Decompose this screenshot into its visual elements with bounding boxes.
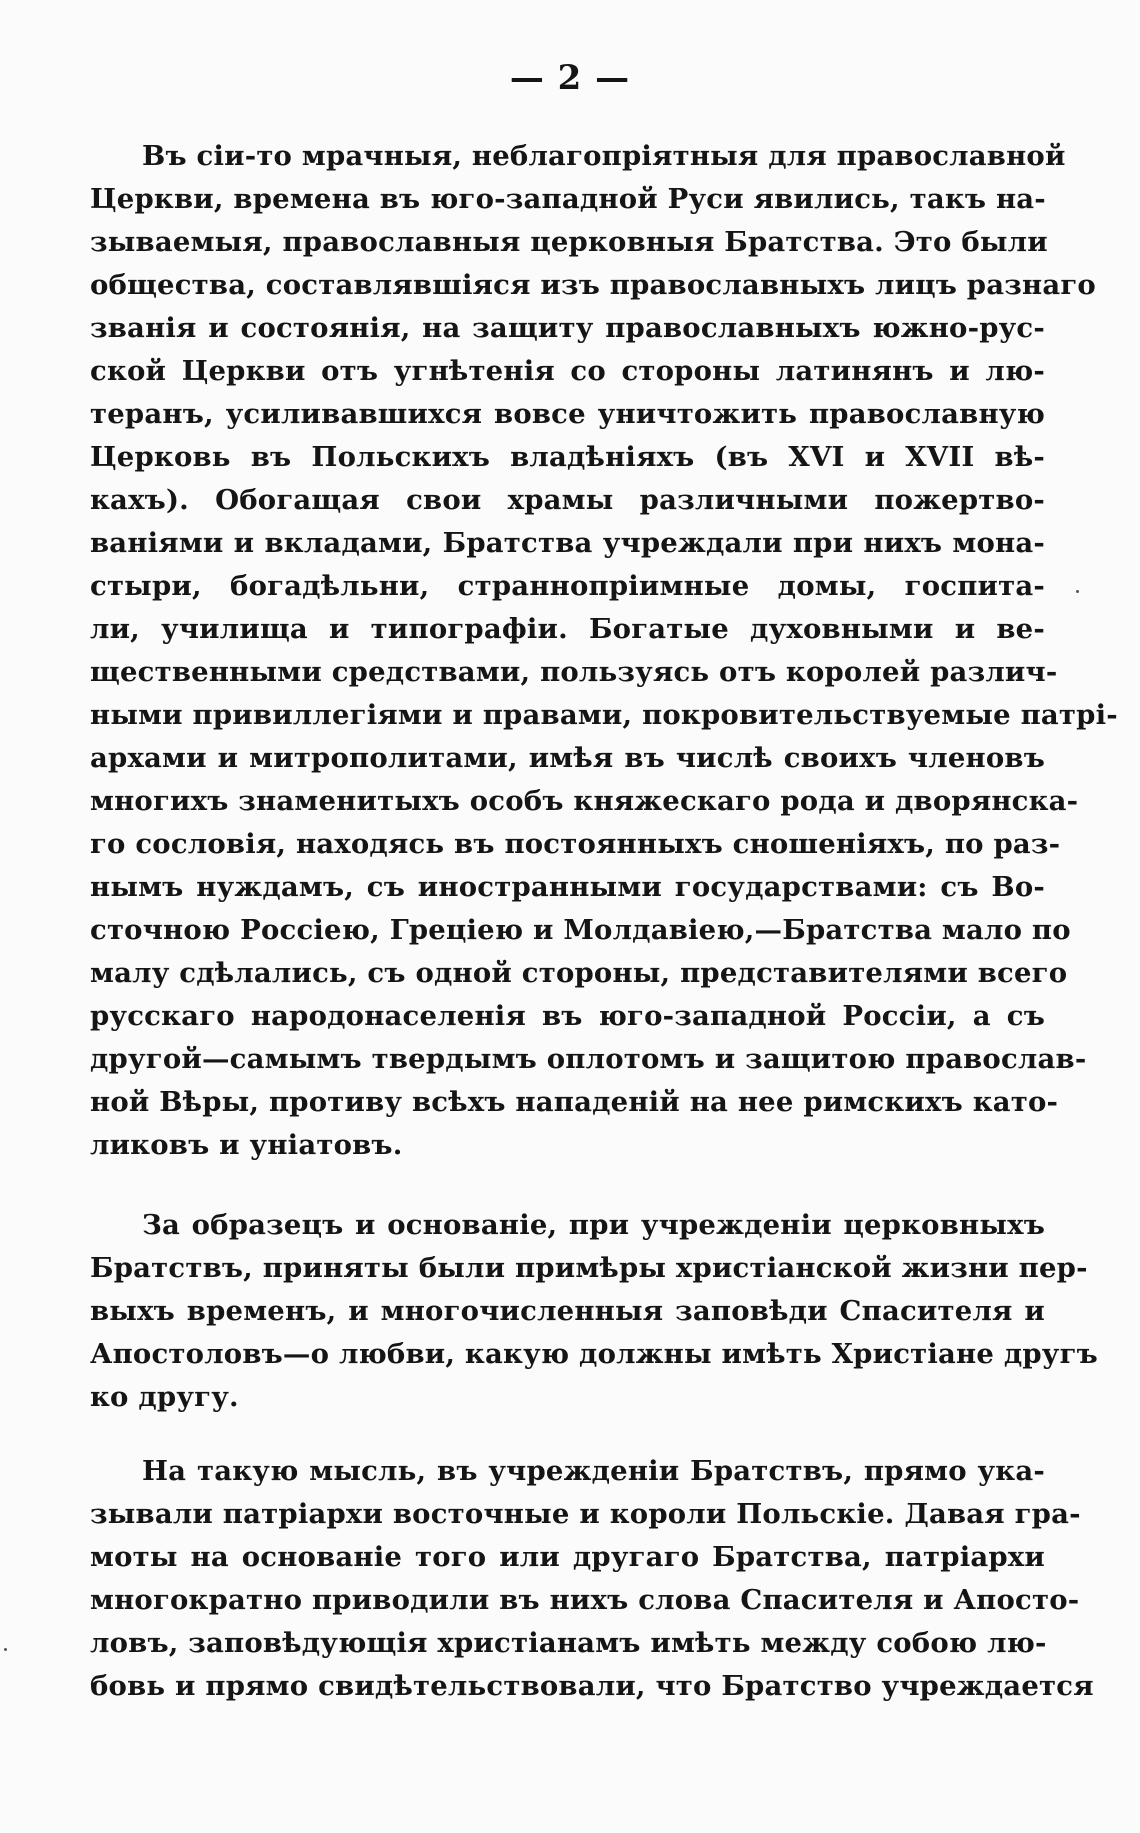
scan-speck bbox=[1076, 590, 1079, 593]
text-line: моты на основаніе того или другаго Братства, патріархи bbox=[90, 1541, 1045, 1573]
text-line: Апостоловъ—о любви, какую должны имѣть Христіане другъ bbox=[90, 1338, 1098, 1370]
text-line: нымъ нуждамъ, съ иностранными государствами: съ Во- bbox=[90, 871, 1045, 903]
text-line: Церкви, времена въ юго-западной Руси явились, такъ на- bbox=[90, 183, 1046, 215]
text-line: теранъ, усиливавшихся вовсе уничтожить православную bbox=[90, 398, 1045, 430]
page-number: — 2 — bbox=[509, 58, 631, 98]
paragraph-1 bbox=[90, 135, 1118, 1167]
text-line: многихъ знаменитыхъ особъ княжескаго рода и дворянска- bbox=[90, 785, 1079, 817]
text-line: За образецъ и основаніе, при учрежденіи церковныхъ bbox=[142, 1209, 1045, 1241]
text-line: ликовъ и уніатовъ. bbox=[90, 1129, 403, 1161]
text-line: го сословія, находясь въ постоянныхъ сношеніяхъ, по раз- bbox=[90, 828, 1061, 860]
text-line: сточною Россіею, Грецiею и Молдавіею,—Братства мало по bbox=[90, 914, 1071, 946]
text-line: ко другу. bbox=[90, 1381, 239, 1413]
text-line: ли, училища и типографіи. Богатые духовными и ве- bbox=[90, 613, 1045, 645]
text-line: ной Вѣры, противу всѣхъ нападеній на нее римскихъ като- bbox=[90, 1086, 1059, 1118]
text-line: На такую мысль, въ учрежденіи Братствъ, прямо ука- bbox=[142, 1455, 1045, 1487]
paragraph-3 bbox=[90, 1450, 1094, 1708]
text-line: ловъ, заповѣдующія христіанамъ имѣть между собою лю- bbox=[90, 1627, 1047, 1659]
text-line: стыри, богадѣльни, страннопріимные домы, госпита- bbox=[90, 570, 1045, 602]
text-line: малу сдѣлались, съ одной стороны, представителями всего bbox=[90, 957, 1068, 989]
text-line: ваніями и вкладами, Братства учреждали при нихъ мона- bbox=[90, 527, 1045, 559]
text-line: Братствъ, приняты были примѣры христіанской жизни пер- bbox=[90, 1252, 1088, 1284]
text-line: зывали патріархи восточные и короли Польскіе. Давая гра- bbox=[90, 1498, 1081, 1530]
text-line: архами и митрополитами, имѣя въ числѣ своихъ членовъ bbox=[90, 742, 1045, 774]
text-line: кахъ). Обогащая свои храмы различными пожертво- bbox=[90, 484, 1045, 516]
text-line: бовь и прямо свидѣтельствовали, что Братство учреждается bbox=[90, 1670, 1094, 1702]
text-line: званія и состоянія, на защиту православныхъ южно-рус- bbox=[90, 312, 1045, 344]
text-line: Въ сіи-то мрачныя, неблагопріятныя для православной bbox=[142, 140, 1066, 172]
text-line: многократно приводили въ нихъ слова Спасителя и Апосто- bbox=[90, 1584, 1080, 1616]
text-line: выхъ временъ, и многочисленныя заповѣди Спасителя и bbox=[90, 1295, 1045, 1327]
text-line: другой—самымъ твердымъ оплотомъ и защитою православ- bbox=[90, 1043, 1087, 1075]
text-line: ской Церкви отъ угнѣтенія со стороны латинянъ и лю- bbox=[90, 355, 1045, 387]
scan-speck bbox=[4, 1648, 7, 1651]
text-line: русскаго народонаселенія въ юго-западной Россіи, а съ bbox=[90, 1000, 1045, 1032]
text-line: общества, составлявшіяся изъ православныхъ лицъ разнаго bbox=[90, 269, 1096, 301]
text-line: Церковь въ Польскихъ владѣніяхъ (въ XVI и XVII вѣ- bbox=[90, 441, 1045, 473]
text-line: зываемыя, православныя церковныя Братства. Это были bbox=[90, 226, 1048, 258]
text-line: щественными средствами, пользуясь отъ королей различ- bbox=[90, 656, 1058, 688]
text-line: ными привиллегіями и правами, покровительствуемые патрі- bbox=[90, 699, 1118, 731]
paragraph-2 bbox=[90, 1204, 1098, 1419]
